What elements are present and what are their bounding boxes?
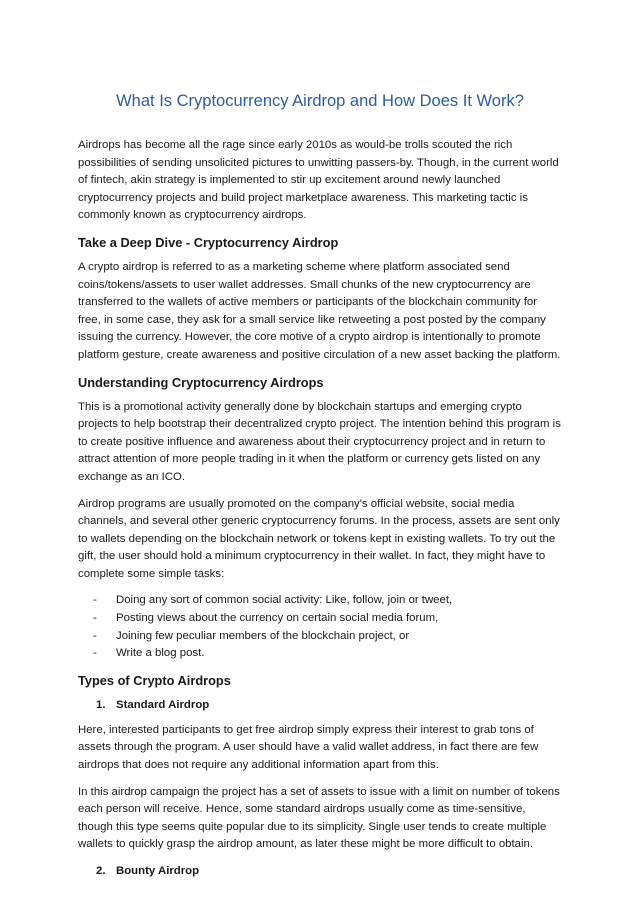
task-list — [78, 592, 562, 662]
page-title: What Is Cryptocurrency Airdrop and How Does It Work? — [116, 92, 524, 110]
section-heading-understanding: Understanding Cryptocurrency Airdrops — [78, 374, 324, 390]
list-item-text: Joining few peculiar members of the blockchain project, or — [116, 629, 410, 642]
section-heading-types: Types of Crypto Airdrops — [78, 672, 231, 688]
deep-dive-paragraph: A crypto airdrop is referred to as a marketing scheme where platform associated send coins/tokens/assets to user wallet addresses. Small chunks of the new cryptocurrency are transferred to the wallets of active members or participants of the blockchain community for free, in some case, they ask for a small service like retweeting a post posted by the company issuing the currency. However, the core motive of a crypto airdrop is intentionally to promote platform gesture, create awareness and positive circulation of a new asset backing the platform. — [78, 260, 561, 361]
list-item-text: Write a blog post. — [116, 647, 205, 660]
list-dash: - — [93, 612, 97, 625]
list-item — [78, 645, 562, 663]
subheading-label: Standard Airdrop — [116, 698, 210, 711]
subheading-number: 1. — [96, 698, 106, 711]
list-dash: - — [93, 629, 97, 642]
list-item — [78, 628, 562, 646]
list-dash: - — [93, 594, 97, 607]
understanding-paragraph-1: This is a promotional activity generally done by blockchain startups and emerging crypto projects to help bootstrap their decentralized crypto project. The intention behind this program is to create positive influence and awareness about their cryptocurrency project and in return to attract attention of more people trading in it when the platform or currency gets listed on any exchange as an ICO. — [78, 400, 561, 483]
subheading-label: Bounty Airdrop — [116, 865, 200, 877]
list-item — [78, 592, 562, 610]
list-item-text: Posting views about the currency on certain social media forum, — [116, 612, 439, 625]
document-body — [78, 137, 562, 888]
standard-airdrop-paragraph-1: Here, interested participants to get free airdrop simply express their interest to grab tons of assets through the program. A user should have a valid wallet address, in fact there are few airdrops that does not require any additional information apart from this. — [78, 723, 539, 772]
standard-airdrop-paragraph-2: In this airdrop campaign the project has a set of assets to issue with a limit on number of tokens each person will receive. Hence, some standard airdrops usually come as time-sensitive, though this type seems quite popular due to its simplicity. Single user tends to create multiple wallets to quickly grasp the airdrop amount, as later these might be more difficult to obtain. — [78, 785, 560, 851]
list-item — [78, 610, 562, 628]
understanding-paragraph-2: Airdrop programs are usually promoted on the company's official website, social media channels, and several other generic cryptocurrency forums. In the process, assets are sent only to wallets depending on the blockchain network or tokens kept in existing wallets. To try out the gift, the user should hold a minimum cryptocurrency in their wallet. In fact, they might have to complete some simple tasks: — [78, 497, 560, 580]
section-heading-deep-dive: Take a Deep Dive - Cryptocurrency Airdrop — [78, 234, 339, 250]
subheading-bounty-airdrop — [78, 863, 562, 880]
list-item-text: Doing any sort of common social activity: Like, follow, join or tweet, — [116, 594, 453, 607]
intro-paragraph: Airdrops has become all the rage since early 2010s as would-be trolls scouted the rich possibilities of sending unsolicited pictures to unwitting passers-by. Though, in the current world of fintech, akin strategy is implemented to stir up excitement around newly launched cryptocurrency projects and build project marketplace awareness. This marketing tactic is commonly known as cryptocurrency airdrops. — [78, 139, 559, 222]
subheading-number: 2. — [96, 865, 106, 877]
subheading-standard-airdrop — [78, 697, 562, 714]
list-dash: - — [93, 647, 97, 660]
